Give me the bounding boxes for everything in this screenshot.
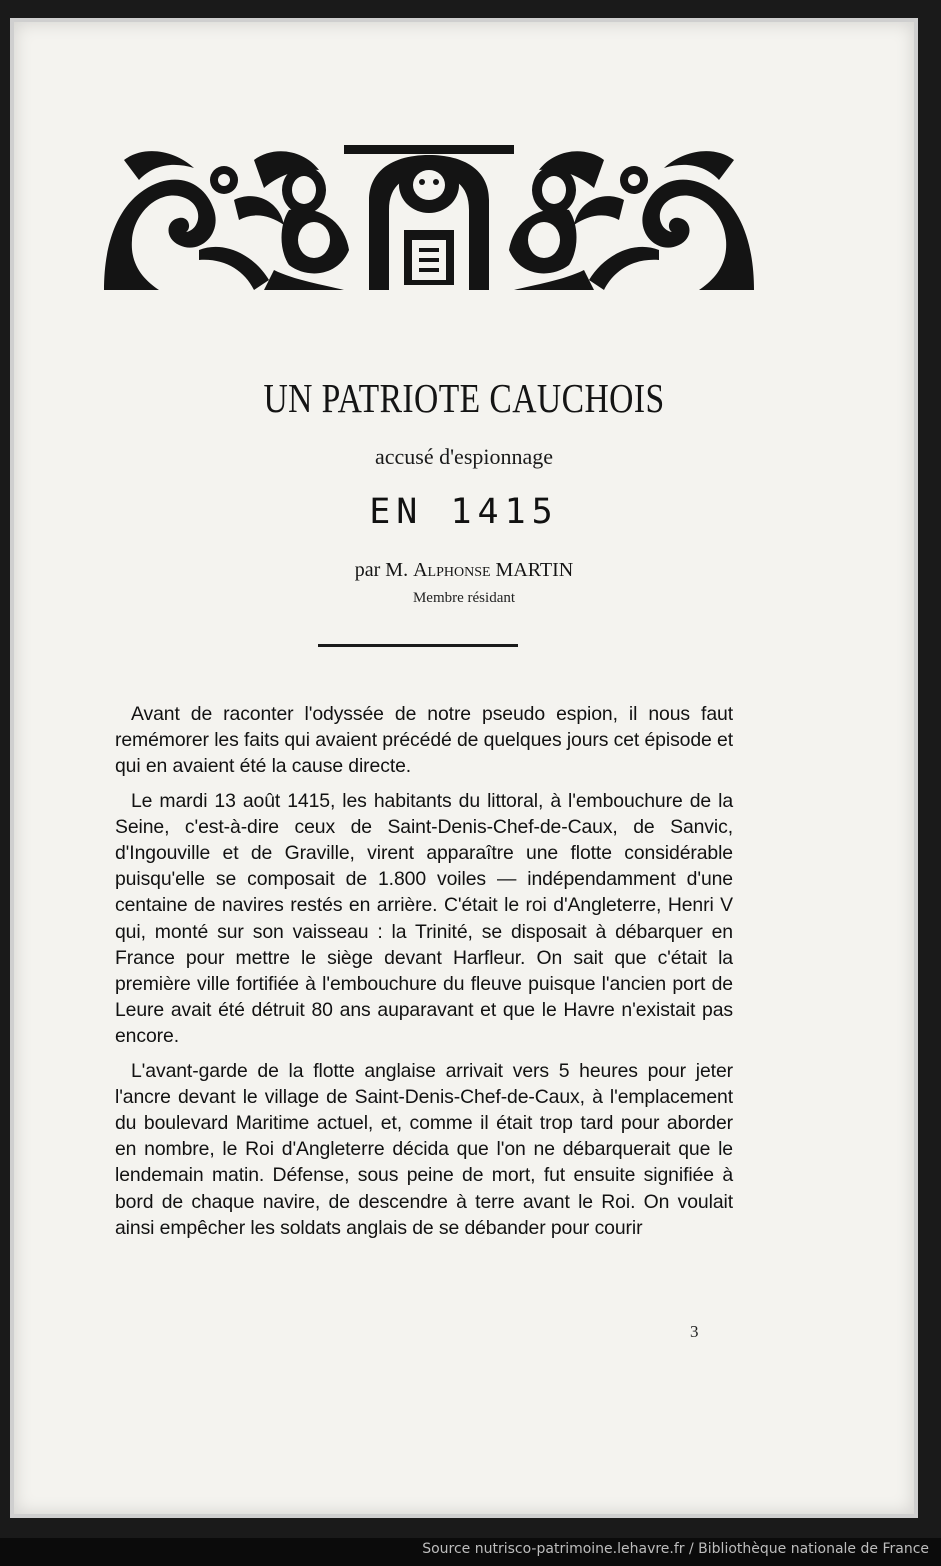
article-body (115, 701, 733, 1249)
byline (14, 559, 914, 582)
article-subtitle: accusé d'espionnage (374, 444, 554, 469)
book-page (14, 22, 914, 1514)
paragraph: Le mardi 13 août 1415, les habitants du littoral, à l'embouchure de la Seine, c'est-à-dire ceux de Saint-Denis-Chef-de-Caux, de Sanvic, d'Ingouville et de Graville, virent apparaître une flotte considérable puisqu'elle se composait de 1.800 voiles — indépendamment d'une centaine de navires restés en arrière. C'était le roi d'Angleterre, Henri V qui, monté sur son vaisseau : la Trinité, se disposait à débarquer en France pour mettre le siège devant Harfleur. On sait que c'était la première ville fortifiée à l'embouchure du fleuve puisque l'ancien port de Leure avait été détruit 80 ans auparavant et que le Havre n'existait pas encore. (115, 789, 733, 1048)
article-title: UN PATRIOTE CAUCHOIS (263, 375, 665, 421)
author-first-name: Alphonse (413, 559, 491, 581)
title-divider (318, 644, 518, 647)
author-last-name: MARTIN (495, 559, 574, 581)
byline-prefix: par M. (354, 559, 409, 581)
paragraph: Avant de raconter l'odyssée de notre pseudo espion, il nous faut remémorer les faits qui avaient précédé de quelques jours cet épisode et qui en avaient été la cause directe. (115, 703, 733, 778)
article-year: EN 1415 (369, 492, 559, 532)
author-role: Membre résidant (412, 590, 516, 606)
decorative-headpiece-icon (104, 140, 754, 290)
paragraph: L'avant-garde de la flotte anglaise arrivait vers 5 heures pour jeter l'ancre devant le village de Saint-Denis-Chef-de-Caux, à l'emplacement du boulevard Maritime actuel, et, comme il était trop tard pour aborder en nombre, le Roi d'Angleterre décida que l'on ne débarquerait que le lendemain matin. Défense, sous peine de mort, fut ensuite signifiée à bord de chaque navire, de descendre à terre avant le Roi. On voulait ainsi empêcher les soldats anglais de se débander pour courir (115, 1059, 733, 1239)
source-credit: Source nutrisco-patrimoine.lehavre.fr / Bibliothèque nationale de France (422, 1541, 929, 1557)
page-number: 3 (690, 1322, 699, 1341)
